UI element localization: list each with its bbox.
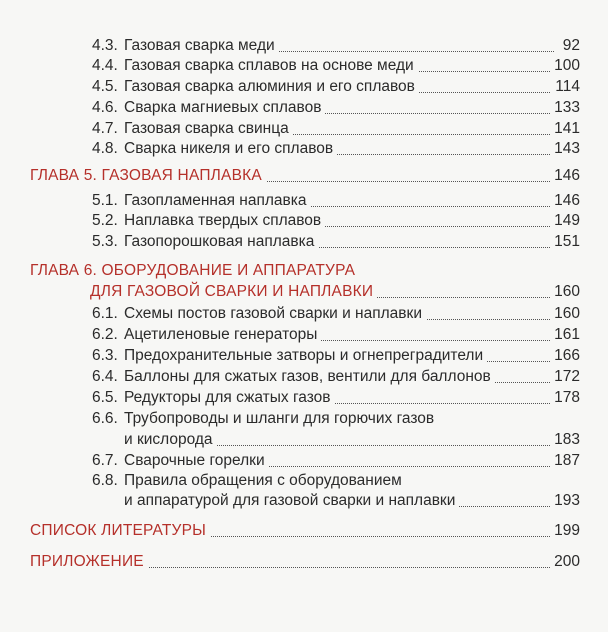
section-number: 6.2. <box>92 326 118 343</box>
section-title: Газовая сварка меди <box>124 35 279 57</box>
section-title: Ацетиленовые генераторы <box>124 324 321 346</box>
page-number: 178 <box>550 387 580 409</box>
chapter-title-continued: ДЛЯ ГАЗОВОЙ СВАРКИ И НАПЛАВКИ <box>90 281 377 303</box>
section-title: Сварочные горелки <box>124 450 269 472</box>
page-number: 200 <box>550 551 580 573</box>
section-number: 4.7. <box>92 120 118 137</box>
section-title-continued: и аппаратурой для газовой сварки и наплавки <box>124 490 459 512</box>
section-number: 6.1. <box>92 305 118 322</box>
section-number: 5.2. <box>92 212 118 229</box>
section-title: Предохранительные затворы и огнепреградители <box>124 345 487 367</box>
toc-entry <box>0 387 608 409</box>
chapter-title: СПИСОК ЛИТЕРАТУРЫ <box>30 520 210 542</box>
section-title: Газовая сварка сплавов на основе меди <box>124 55 418 77</box>
section-number: 5.3. <box>92 233 118 250</box>
section-title: Газопламенная наплавка <box>124 190 311 212</box>
page-number: 146 <box>550 165 580 187</box>
page-number: 172 <box>550 366 580 388</box>
section-number: 4.5. <box>92 78 118 95</box>
section-number: 6.6. <box>92 410 118 427</box>
page-number: 92 <box>559 35 580 57</box>
page-number: 151 <box>550 231 580 253</box>
page-number: 199 <box>550 520 580 542</box>
toc-entry <box>0 450 608 472</box>
section-number: 6.8. <box>92 472 118 489</box>
page-number: 149 <box>550 210 580 232</box>
toc-entry-continued <box>0 490 608 512</box>
page-number: 193 <box>550 490 580 512</box>
page-number: 143 <box>550 138 580 160</box>
chapter-title: ГЛАВА 5. ГАЗОВАЯ НАПЛАВКА <box>30 165 266 187</box>
page-number: 161 <box>550 324 580 346</box>
section-number: 5.1. <box>92 192 118 209</box>
page-number: 100 <box>550 55 580 77</box>
section-title: Газовая сварка свинца <box>124 118 293 140</box>
page-number: 160 <box>550 303 580 325</box>
section-title: Правила обращения с оборудованием <box>124 470 406 492</box>
section-number: 4.6. <box>92 99 118 116</box>
toc-chapter <box>0 551 608 573</box>
chapter-title: ГЛАВА 6. ОБОРУДОВАНИЕ И АППАРАТУРА <box>30 260 359 282</box>
section-number: 4.8. <box>92 140 118 157</box>
section-number: 6.5. <box>92 389 118 406</box>
section-number: 4.4. <box>92 57 118 74</box>
page-number: 183 <box>550 429 580 451</box>
section-number: 6.3. <box>92 347 118 364</box>
section-title: Наплавка твердых сплавов <box>124 210 325 232</box>
section-number: 6.7. <box>92 452 118 469</box>
page-number: 133 <box>550 97 580 119</box>
toc-entry <box>0 138 608 160</box>
section-title-continued: и кислорода <box>124 429 217 451</box>
page-number: 146 <box>550 190 580 212</box>
section-number: 6.4. <box>92 368 118 385</box>
page-number: 141 <box>550 118 580 140</box>
section-title: Трубопроводы и шланги для горючих газов <box>124 408 438 430</box>
section-title: Баллоны для сжатых газов, вентили для баллонов <box>124 366 495 388</box>
page-number: 166 <box>550 345 580 367</box>
section-title: Сварка никеля и его сплавов <box>124 138 337 160</box>
section-title: Газовая сварка алюминия и его сплавов <box>124 76 419 98</box>
chapter-title: ПРИЛОЖЕНИЕ <box>30 551 148 573</box>
page-number: 160 <box>550 281 580 303</box>
toc-entry <box>0 231 608 253</box>
section-title: Редукторы для сжатых газов <box>124 387 335 409</box>
page-number: 187 <box>550 450 580 472</box>
section-title: Сварка магниевых сплавов <box>124 97 325 119</box>
section-title: Газопорошковая наплавка <box>124 231 318 253</box>
page-number: 114 <box>551 76 580 98</box>
section-title: Схемы постов газовой сварки и наплавки <box>124 303 426 325</box>
toc-chapter <box>0 520 608 542</box>
section-number: 4.3. <box>92 37 118 54</box>
